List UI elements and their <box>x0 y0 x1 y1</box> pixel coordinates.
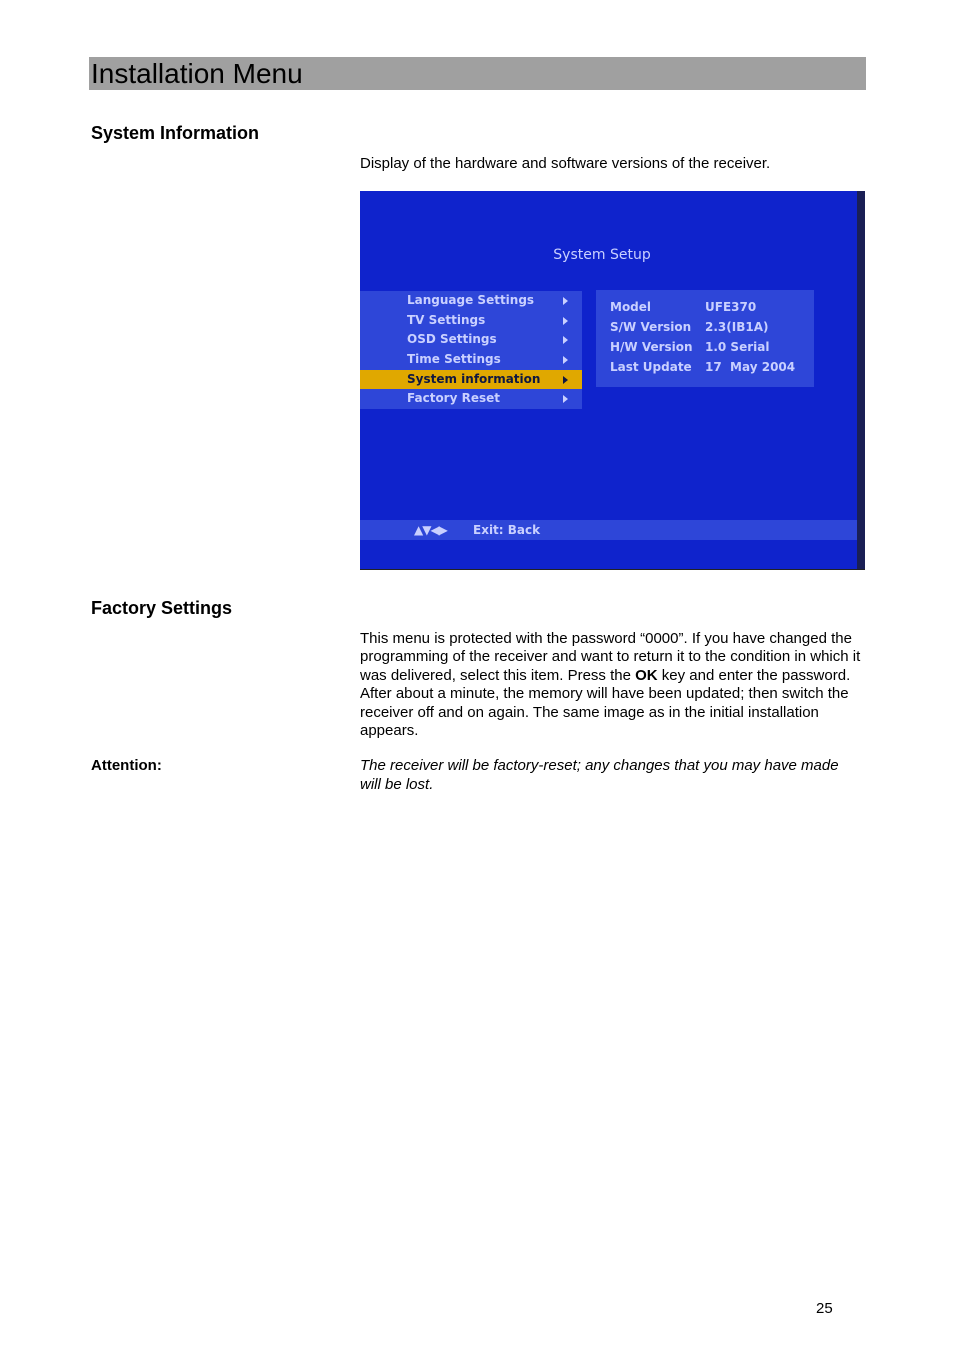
osd-menu-item-label: Language Settings <box>407 293 535 307</box>
chevron-right-icon <box>563 376 568 384</box>
osd-info-panel <box>596 290 814 387</box>
osd-info-key: H/W Version <box>610 340 693 354</box>
system-information-heading: System Information <box>91 123 260 143</box>
page-title: Installation Menu <box>91 58 303 89</box>
chevron-right-icon <box>563 356 568 364</box>
osd-info-value: 1.0 Serial <box>705 340 770 354</box>
osd-menu-item-system-information[interactable] <box>360 370 582 390</box>
chevron-right-icon <box>563 336 568 344</box>
osd-exit-hint: Exit: Back <box>473 523 541 537</box>
osd-menu-item-label: Factory Reset <box>407 391 500 406</box>
osd-menu-item-factory-reset[interactable] <box>360 389 582 409</box>
navigation-arrows-icon: ▲▼◀▶ <box>414 523 447 537</box>
osd-info-row-hw-version <box>610 340 769 354</box>
osd-menu-item-label: TV Settings <box>407 312 486 327</box>
osd-info-value: 17 May 2004 <box>705 360 796 374</box>
osd-info-value: 2.3(IB1A) <box>705 320 769 334</box>
page-number: 25 <box>816 1300 833 1317</box>
osd-bottom-edge <box>360 569 865 570</box>
chevron-right-icon <box>563 297 568 305</box>
osd-menu-item-label: OSD Settings <box>407 332 497 347</box>
osd-info-row-sw-version <box>610 320 768 334</box>
osd-info-row-model <box>610 300 756 314</box>
osd-info-key: Last Update <box>610 360 692 374</box>
osd-info-row-last-update <box>610 360 795 374</box>
factory-settings-text <box>360 630 865 740</box>
factory-settings-text-part: This menu is protected with the password “0000”. If you have changed the programming of the receiver and want to return it to the condition in which it was delivered, select this item. Press the <box>360 630 861 684</box>
osd-menu-item-time-settings[interactable] <box>360 350 582 370</box>
system-information-description: Display of the hardware and software versions of the receiver. <box>360 155 771 172</box>
factory-settings-heading: Factory Settings <box>91 598 233 618</box>
attention-text: The receiver will be factory-reset; any changes that you may have made will be lost. <box>360 757 839 793</box>
osd-menu-item-label: System information <box>407 371 541 386</box>
osd-info-key: Model <box>610 300 652 314</box>
header-bar <box>89 57 866 90</box>
chevron-right-icon <box>563 317 568 325</box>
factory-settings-text-part: key and enter the password. After about a minute, the memory will have been updated; then switch the receiver off and on again. The same image as in the initial installation appears. <box>360 666 851 740</box>
osd-right-edge <box>857 191 865 570</box>
osd-menu-item-label: Time Settings <box>407 352 501 367</box>
attention-label: Attention: <box>91 757 162 774</box>
osd-screenshot <box>360 191 865 570</box>
osd-title: System Setup <box>553 247 651 263</box>
chevron-right-icon <box>563 395 568 403</box>
osd-menu <box>360 291 582 409</box>
osd-menu-item-language-settings[interactable] <box>360 291 582 311</box>
osd-info-key: S/W Version <box>610 320 692 334</box>
osd-menu-item-tv-settings[interactable] <box>360 311 582 331</box>
osd-footer <box>360 520 857 540</box>
osd-menu-item-osd-settings[interactable] <box>360 330 582 350</box>
osd-info-value: UFE370 <box>705 300 757 314</box>
ok-key-label: OK <box>635 666 658 684</box>
